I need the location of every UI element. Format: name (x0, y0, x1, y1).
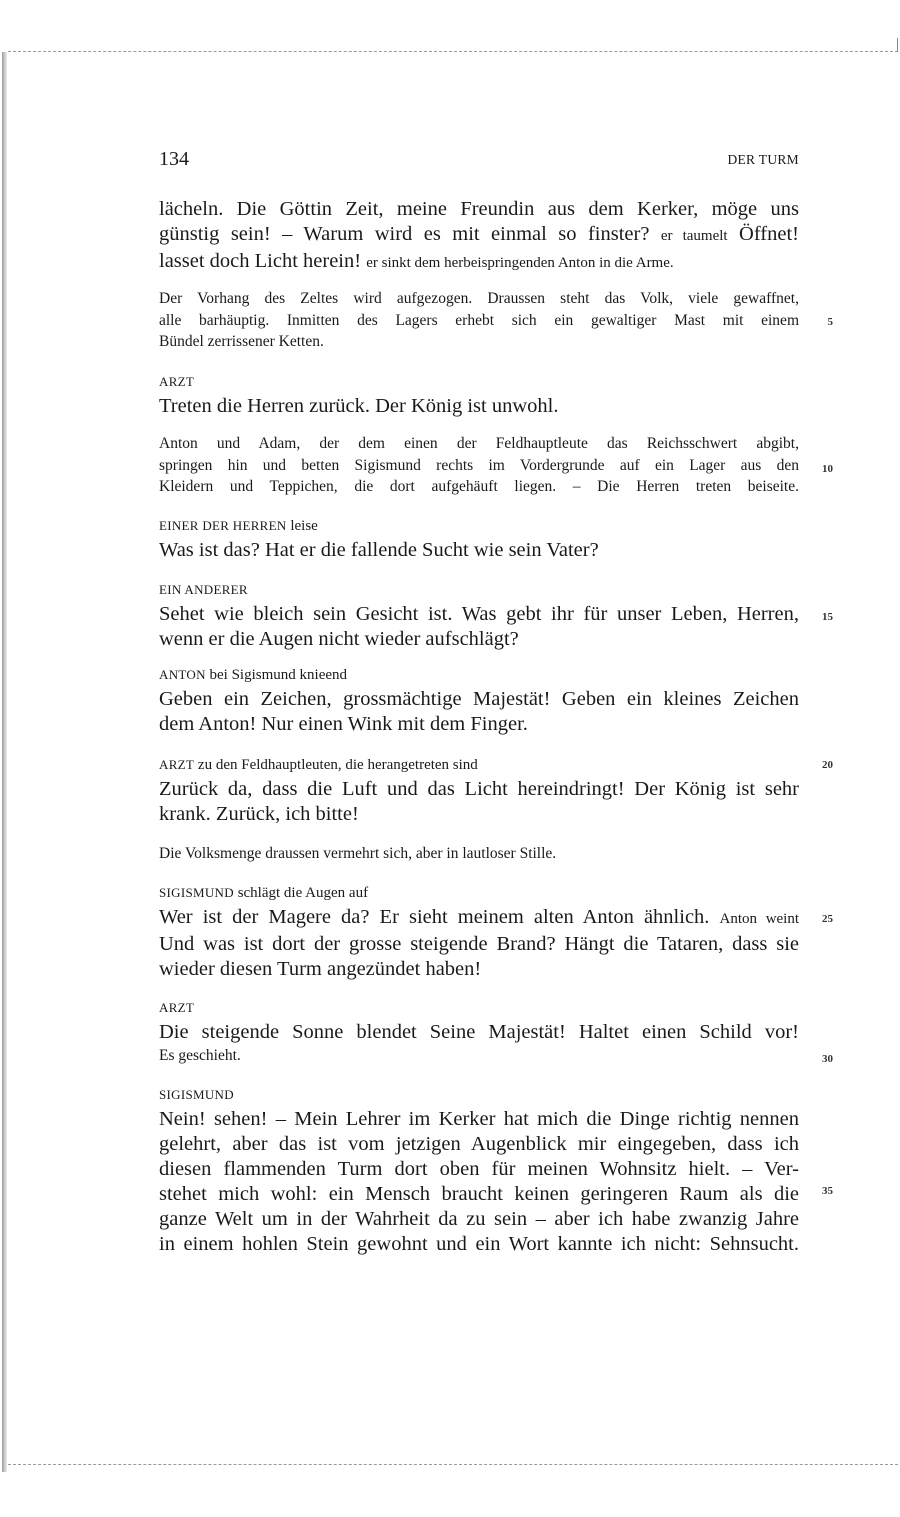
dialogue-einer-der-herren (159, 516, 799, 563)
stage-direction: zu den Feldhauptleuten, die herangetreten sind (197, 757, 478, 773)
stage-direction: Anton weint (719, 911, 800, 927)
line-number: 30 (822, 1053, 833, 1065)
speaker-heading (159, 998, 799, 1018)
line-number: 35 (822, 1185, 833, 1197)
speech-line: Geben ein Zeichen, grossmächtige Majestät! Geben ein kleines Zeichen (159, 688, 799, 710)
line-number: 15 (822, 611, 833, 623)
line-number: 5 (827, 316, 833, 328)
speaker-name: ANTON (159, 667, 206, 682)
running-title: DER TURM (727, 152, 799, 167)
stage-line: springen hin und betten Sigismund rechts im Vordergrunde auf ein Lager aus den (159, 456, 799, 474)
stage-direction: leise (290, 518, 318, 534)
scan-border-left (2, 52, 7, 1472)
stage-direction: er taumelt (660, 228, 728, 244)
speaker-name: ARZT (159, 374, 195, 389)
dialogue-arzt (159, 755, 833, 827)
speaker-name: ARZT (159, 757, 195, 772)
scan-mark (897, 38, 898, 52)
line-number: 10 (822, 463, 833, 475)
speaker-name: EIN ANDERER (159, 582, 248, 597)
speech-line: gelehrt, aber das ist vom jetzigen Augenblick mir eingegeben, dass ich (159, 1133, 799, 1155)
stage-direction-block (159, 433, 833, 498)
speech-text: lasset doch Licht herein! (159, 250, 362, 272)
stage-direction-block (159, 843, 799, 865)
speech-line (159, 249, 799, 276)
speech-line (159, 222, 799, 249)
stage-line: Anton und Adam, der dem einen der Feldhauptleute das Reichsschwert abgibt, (159, 435, 799, 452)
speaker-name: SIGISMUND (159, 1087, 234, 1102)
line-number: 25 (822, 913, 833, 925)
speaker-name: SIGISMUND (159, 885, 234, 900)
speaker-heading (159, 755, 799, 775)
speaker-heading (159, 372, 799, 392)
speech-line: wenn er die Augen nicht wieder aufschlägt? (159, 628, 519, 650)
stage-direction-block (159, 288, 833, 353)
dialogue-arzt (159, 372, 799, 419)
dialogue-sigismund (159, 1085, 833, 1257)
speech-line: Was ist das? Hat er die fallende Sucht wie sein Vater? (159, 539, 599, 561)
speech-line: wieder diesen Turm angezündet haben! (159, 958, 482, 980)
speaker-heading (159, 883, 799, 903)
speech-line: dem Anton! Nur einen Wink mit dem Finger. (159, 713, 528, 735)
speech-line: Sehet wie bleich sein Gesicht ist. Was gebt ihr für unser Leben, Herren, (159, 603, 799, 625)
speaker-name: EINER DER HERREN (159, 518, 287, 533)
speaker-heading (159, 1085, 799, 1105)
stage-line: alle barhäuptig. Inmitten des Lagers erhebt sich ein gewaltiger Mast mit einem (159, 311, 799, 329)
speech-text: Öffnet! (739, 223, 800, 245)
stage-line: Kleidern und Teppichen, die dort aufgehäuft liegen. – Die Herren treten beiseite. (159, 478, 799, 495)
scan-border-bottom (8, 1464, 898, 1465)
stage-direction: er sinkt dem herbeispringenden Anton in die Arme. (366, 255, 674, 271)
speech-line: diesen flammenden Turm dort oben für meinen Wohnsitz hielt. – Ver- (159, 1158, 799, 1180)
dialogue-sigismund (159, 883, 833, 982)
speech-text: Wer ist der Magere da? Er sieht meinem alten Anton ähnlich. (159, 906, 710, 928)
speech-line: krank. Zurück, ich bitte! (159, 803, 359, 825)
speech-line: Die steigende Sonne blendet Seine Majestät! Haltet einen Schild vor! (159, 1021, 799, 1043)
opening-speech (159, 197, 799, 276)
stage-line: Der Vorhang des Zeltes wird aufgezogen. Draussen steht das Volk, viele gewaffnet, (159, 290, 799, 307)
speaker-heading (159, 516, 799, 536)
speaker-heading (159, 665, 799, 685)
dialogue-anton (159, 665, 799, 737)
stage-direction: Es geschieht. (159, 1047, 241, 1064)
scan-border-top (8, 51, 898, 52)
speech-line: ganze Welt um in der Wahrheit da zu sein – aber ich habe zwanzig Jahre (159, 1208, 799, 1230)
page-number: 134 (159, 148, 189, 170)
stage-direction: bei Sigismund knieend (209, 667, 348, 683)
line-number: 20 (822, 759, 833, 771)
speech-line: Zurück da, dass die Luft und das Licht hereindringt! Der König ist sehr (159, 778, 799, 800)
speaker-name: ARZT (159, 1000, 195, 1015)
speaker-heading (159, 580, 799, 600)
speech-line: lächeln. Die Göttin Zeit, meine Freundin aus dem Kerker, möge uns (159, 198, 799, 220)
speech-line: Und was ist dort der grosse steigende Brand? Hängt die Tataren, dass sie (159, 933, 799, 955)
speech-line: in einem hohlen Stein gewohnt und ein Wort kannte ich nicht: Sehnsucht. (159, 1233, 799, 1255)
dialogue-arzt (159, 998, 833, 1067)
speech-text: günstig sein! – Warum wird es mit einmal so finster? (159, 223, 650, 245)
dialogue-ein-anderer (159, 580, 833, 652)
stage-direction: schlägt die Augen auf (237, 885, 369, 901)
speech-line: Treten die Herren zurück. Der König ist unwohl. (159, 395, 559, 417)
speech-line: stehet mich wohl: ein Mensch braucht keinen geringeren Raum als die (159, 1183, 799, 1205)
page-header (159, 148, 799, 174)
stage-line: Bündel zerrissener Ketten. (159, 333, 324, 350)
speech-line: Nein! sehen! – Mein Lehrer im Kerker hat mich die Dinge richtig nennen (159, 1108, 799, 1130)
speech-line (159, 905, 799, 932)
stage-line: Die Volksmenge draussen vermehrt sich, aber in lautloser Stille. (159, 845, 557, 862)
